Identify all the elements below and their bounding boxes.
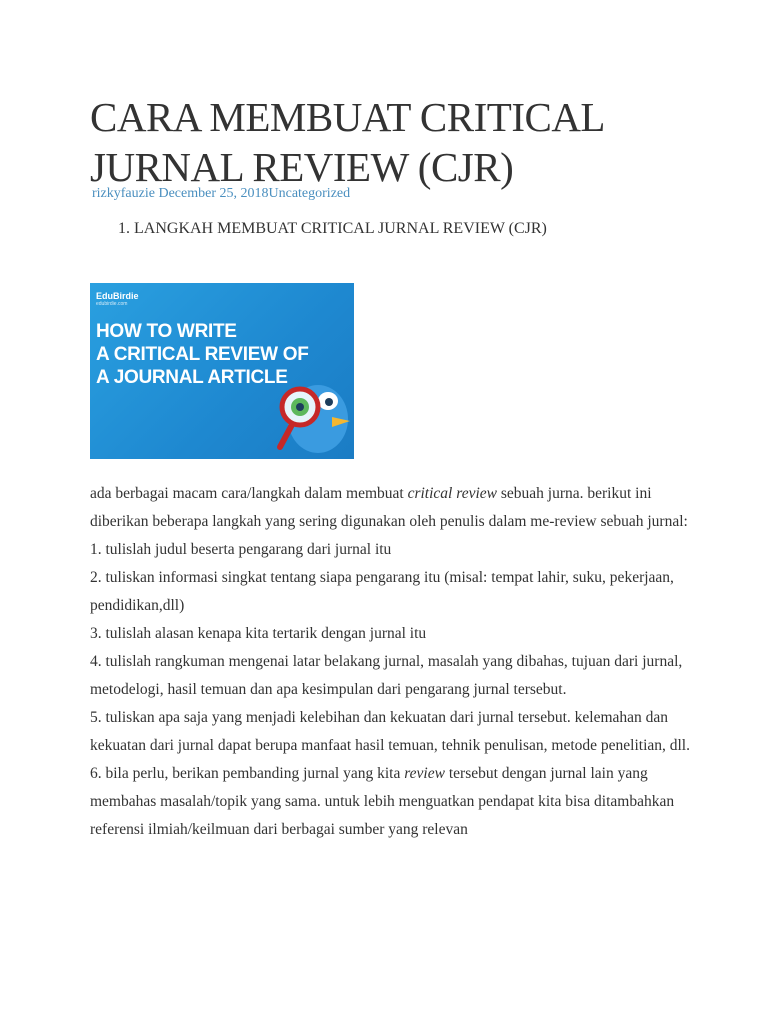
post-meta [92,186,350,202]
step-2: 2. tuliskan informasi singkat tentang siapa pengarang itu (misal: tempat lahir, suku, pekerjaan, pendidikan,dll) [90,569,674,614]
step-5: 5. tuliskan apa saja yang menjadi kelebihan dan kekuatan dari jurnal tersebut. kelemahan dan kekuatan dari jurnal dapat berupa manfaat hasil temuan, tehnik penulisan, metode penelitian, dll. [90,709,690,754]
step-6: 6. bila perlu, berikan pembanding jurnal yang kita review tersebut dengan jurnal lain yang membahas masalah/topik yang sama. untuk lebih menguatkan pendapat kita bisa ditambahkan referensi ilmiah/keilmuan dari berbagai sumber yang relevan [90,765,675,838]
bird-magnifier-icon [266,371,354,459]
article-body [90,480,690,844]
step-4: 4. tulislah rangkuman mengenai latar belakang jurnal, masalah yang dibahas, tujuan dari jurnal, metodelogi, hasil temuan dan apa kesimpulan dari pengarang jurnal tersebut. [90,653,683,698]
banner-line-3: A JOURNAL ARTICLE [96,367,288,388]
intro-paragraph: ada berbagai macam cara/langkah dalam membuat critical review sebuah jurna. berikut ini diberikan beberapa langkah yang sering digunakan oleh penulis dalam me-review sebuah jurnal: [90,485,688,530]
banner-line-1: HOW TO WRITE [96,321,237,342]
author-link[interactable]: rizkyfauzie [92,186,155,201]
banner-line-2: A CRITICAL REVIEW OF [96,344,309,365]
article-banner-image [90,283,354,459]
date-link[interactable]: December 25, 2018 [158,186,269,201]
step-1: 1. tulislah judul beserta pengarang dari jurnal itu [90,541,392,558]
section-heading: 1. LANGKAH MEMBUAT CRITICAL JURNAL REVIEW (CJR) [118,220,547,237]
step-3: 3. tulislah alasan kenapa kita tertarik dengan jurnal itu [90,625,427,642]
banner-brand: EduBirdie edubirdie.com [96,291,139,307]
page-title: CARA MEMBUAT CRITICAL JURNAL REVIEW (CJR) [90,94,604,190]
category-link[interactable]: Uncategorized [268,186,351,201]
